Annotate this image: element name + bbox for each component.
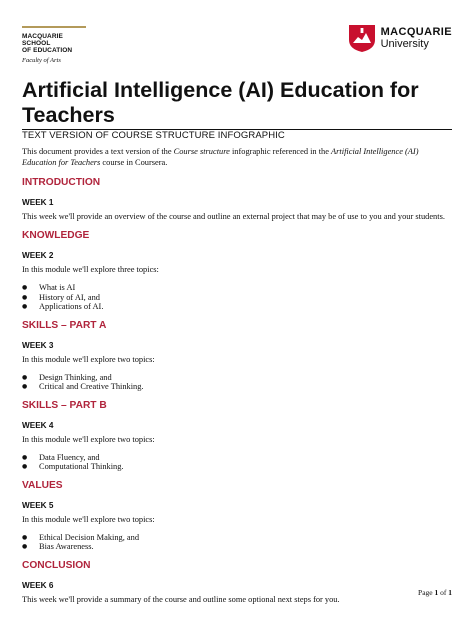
week-label: WEEK 5 — [22, 500, 54, 510]
bullet-icon: ● — [22, 303, 28, 310]
page-current: 1 — [434, 588, 439, 597]
section-skills-part-b — [22, 400, 452, 472]
section-title: KNOWLEDGE — [22, 230, 90, 241]
section-title: CONCLUSION — [22, 559, 91, 571]
week-label: WEEK 4 — [22, 420, 54, 430]
list-item — [22, 453, 452, 463]
topic-list — [22, 533, 452, 552]
bullet-icon: ● — [22, 293, 28, 301]
topic-text: What is AI — [39, 283, 76, 292]
topic-list — [22, 453, 452, 472]
section-description: This week we'll provide an overview of the course and outline an external project that may be of use to you and your students. — [22, 212, 445, 221]
section-title: SKILLS – PART B — [22, 399, 107, 411]
bullet-icon: ● — [22, 284, 28, 291]
topic-text: Critical and Creative Thinking. — [39, 382, 144, 391]
week-label: WEEK 3 — [22, 340, 54, 350]
page-of-label: of — [438, 588, 449, 597]
topic-text: History of AI, and — [39, 292, 100, 302]
list-item — [22, 283, 452, 293]
topic-list — [22, 373, 452, 392]
header-rule — [22, 26, 86, 28]
list-item — [22, 462, 452, 472]
list-item — [22, 373, 452, 383]
intro-text-1: This document provides a text version of the — [22, 147, 174, 156]
section-description: In this module we'll explore three topics: — [22, 265, 159, 274]
document-subtitle: TEXT VERSION OF COURSE STRUCTURE INFOGRAPHIC — [22, 130, 285, 141]
section-title: VALUES — [22, 479, 63, 491]
list-item — [22, 382, 452, 392]
bullet-icon: ● — [22, 373, 28, 381]
section-title: SKILLS – PART A — [22, 319, 107, 331]
week-label: WEEK 6 — [22, 580, 54, 590]
intro-italic-1: Course structure — [173, 147, 230, 156]
school-name-line1: MACQUARIE SCHOOL — [22, 33, 63, 47]
topic-text: Computational Thinking. — [39, 462, 124, 471]
section-skills-part-a — [22, 320, 452, 392]
list-item — [22, 293, 452, 303]
section-description: In this module we'll explore two topics: — [22, 514, 155, 524]
topic-list — [22, 283, 452, 312]
topic-text: Data Fluency, and — [39, 452, 100, 462]
topic-text: Bias Awareness. — [39, 542, 94, 551]
section-description: In this module we'll explore two topics: — [22, 434, 155, 444]
section-description: In this module we'll explore two topics: — [22, 354, 155, 364]
logo-wordmark: MACQUARIE — [380, 26, 452, 38]
topic-text: Ethical Decision Making, and — [39, 532, 140, 542]
page-number — [418, 588, 452, 597]
faculty-name: Faculty of Arts — [22, 57, 61, 64]
page-total: 1 — [448, 588, 452, 597]
intro-italic-2: Artificial Intelligence (AI) Education for Teachers — [22, 147, 419, 167]
intro-paragraph — [22, 146, 452, 168]
intro-text-3: course in Coursera. — [100, 158, 168, 167]
section-description: This week we'll provide a summary of the course and outline some optional next steps for you. — [22, 594, 340, 604]
page-label: Page — [418, 588, 435, 597]
section-conclusion — [22, 560, 452, 605]
list-item — [22, 533, 452, 543]
school-name — [22, 33, 86, 54]
bullet-icon: ● — [22, 453, 28, 461]
logo-subtext: University — [380, 38, 429, 50]
school-header — [22, 26, 86, 64]
school-name-line2: OF EDUCATION — [22, 47, 73, 54]
list-item — [22, 302, 452, 312]
bullet-icon: ● — [22, 463, 28, 470]
macquarie-crest-icon — [347, 23, 377, 53]
section-title: INTRODUCTION — [22, 177, 101, 188]
week-label: WEEK 2 — [22, 251, 54, 260]
bullet-icon: ● — [22, 543, 28, 550]
document-title: Artificial Intelligence (AI) Education for Teachers — [22, 78, 419, 127]
university-logo — [347, 23, 452, 53]
list-item — [22, 542, 452, 552]
topic-text: Design Thinking, and — [39, 372, 112, 382]
bullet-icon: ● — [22, 383, 28, 390]
section-knowledge — [22, 230, 452, 312]
week-label: WEEK 1 — [22, 198, 54, 207]
section-introduction — [22, 177, 452, 222]
topic-text: Applications of AI. — [39, 302, 104, 311]
document-body — [22, 146, 452, 613]
intro-text-2: infographic referenced in the — [229, 147, 332, 156]
section-values — [22, 480, 452, 552]
bullet-icon: ● — [22, 533, 28, 541]
